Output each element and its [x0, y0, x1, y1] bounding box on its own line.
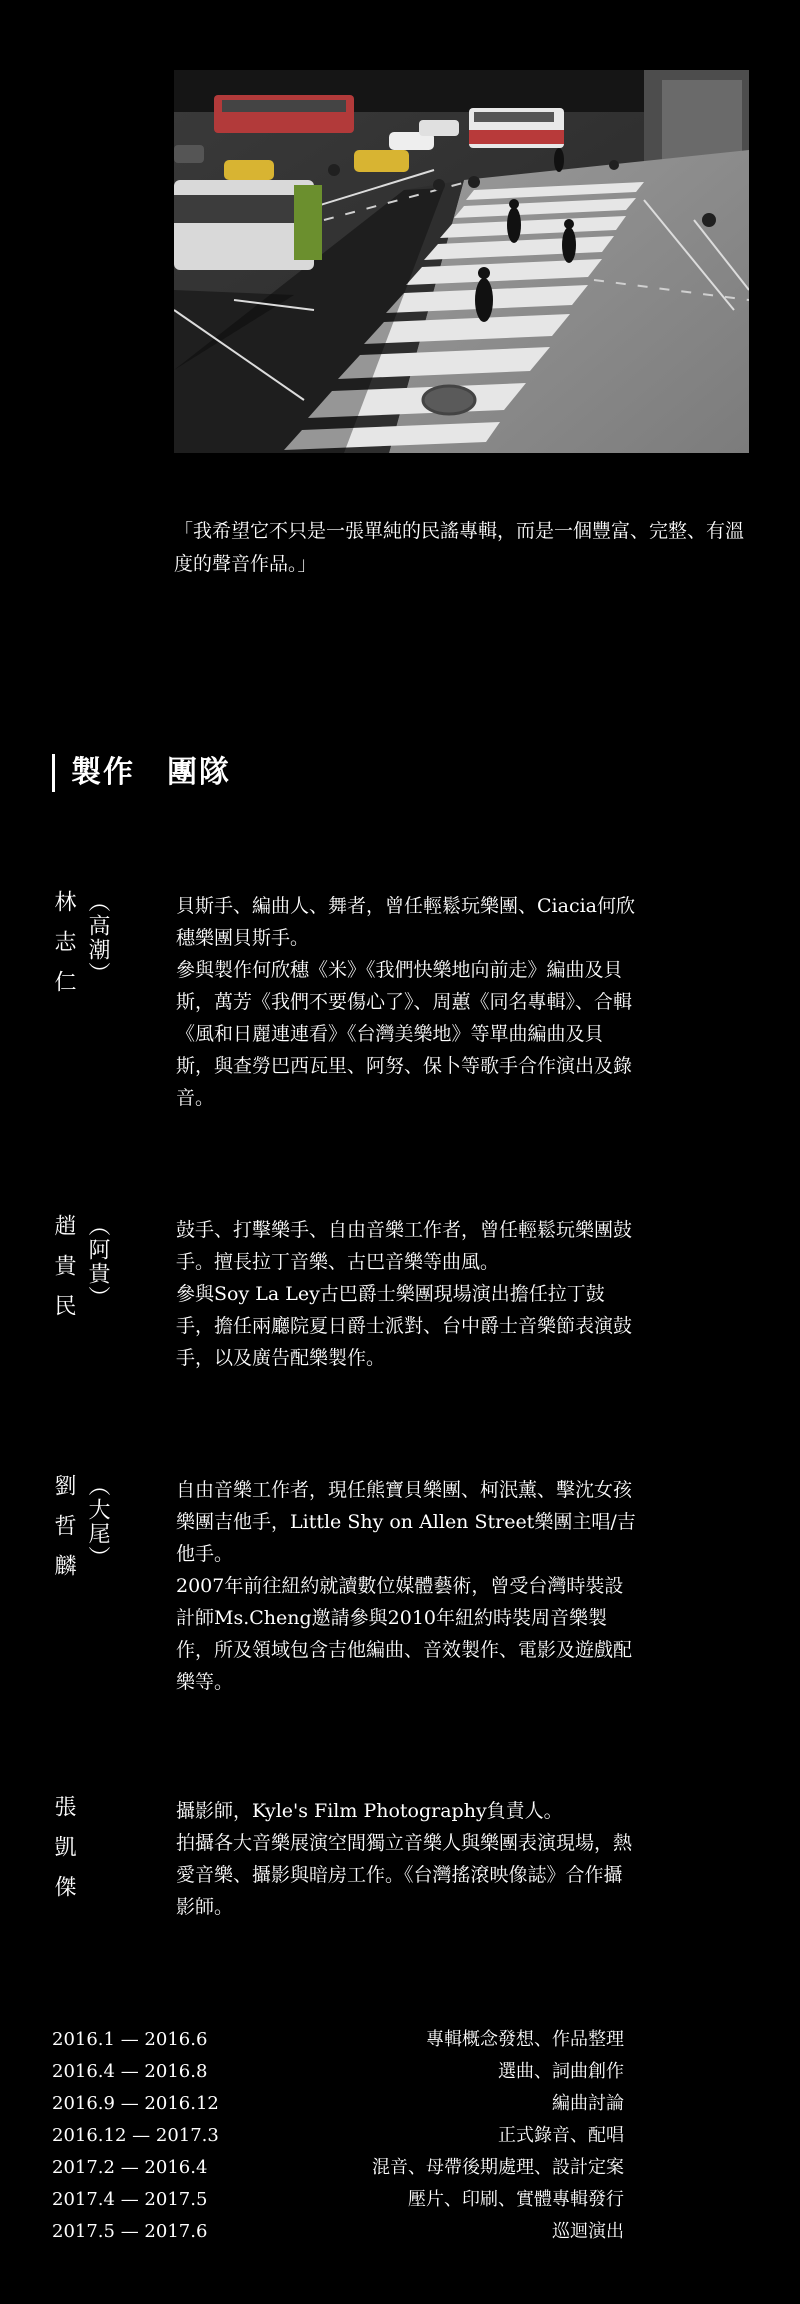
timeline-task: 巡迴演出 — [552, 2221, 624, 2242]
timeline-task: 編曲討論 — [552, 2093, 624, 2114]
timeline-date: 2017.2 — 2016.4 — [52, 2157, 208, 2178]
section-title: 製作 團隊 — [52, 754, 231, 792]
timeline-date: 2017.5 — 2017.6 — [52, 2221, 208, 2242]
timeline-date: 2017.4 — 2017.5 — [52, 2189, 208, 2210]
member-bio — [176, 1795, 636, 1923]
timeline-row — [52, 2184, 624, 2216]
timeline — [52, 2024, 624, 2248]
member-nickname: （阿貴） — [85, 1214, 110, 1310]
member-bio — [176, 1214, 636, 1374]
timeline-date: 2016.12 — 2017.3 — [52, 2125, 219, 2146]
timeline-row — [52, 2088, 624, 2120]
timeline-row — [52, 2152, 624, 2184]
member-nickname: （大尾） — [85, 1474, 110, 1570]
bio-paragraph: 自由音樂工作者，現任熊寶貝樂團、柯泯薰、擊沈女孩樂團吉他手，Little Shy on Allen Street樂團主唱/吉他手。 — [176, 1479, 636, 1565]
member-item — [50, 1474, 750, 1704]
member-item — [50, 890, 750, 1120]
member-name: 張凱傑 — [51, 1795, 76, 1915]
member-item — [50, 1795, 750, 1995]
timeline-date: 2016.1 — 2016.6 — [52, 2029, 208, 2050]
timeline-row — [52, 2120, 624, 2152]
bio-paragraph: 攝影師，Kyle's Film Photography負責人。 — [176, 1800, 563, 1822]
member-name: 劉哲麟 — [51, 1474, 76, 1594]
timeline-task: 專輯概念發想、作品整理 — [426, 2029, 624, 2050]
member-bio — [176, 1474, 636, 1698]
crosswalk-photo — [174, 70, 749, 453]
timeline-date: 2016.9 — 2016.12 — [52, 2093, 219, 2114]
timeline-row — [52, 2216, 624, 2248]
member-name: 林志仁 — [51, 890, 76, 1010]
bio-paragraph: 貝斯手、編曲人、舞者，曾任輕鬆玩樂團、Ciacia何欣穗樂團貝斯手。 — [176, 895, 635, 949]
member-bio — [176, 890, 636, 1114]
timeline-task: 壓片、印刷、實體專輯發行 — [408, 2189, 624, 2210]
timeline-task: 正式錄音、配唱 — [498, 2125, 624, 2146]
bio-paragraph: 鼓手、打擊樂手、自由音樂工作者，曾任輕鬆玩樂團鼓手。擅長拉丁音樂、古巴音樂等曲風。 — [176, 1219, 633, 1273]
timeline-row — [52, 2024, 624, 2056]
quote-text: 「我希望它不只是一張單純的民謠專輯，而是一個豐富、完整、有溫度的聲音作品。」 — [174, 520, 745, 575]
timeline-task: 選曲、詞曲創作 — [498, 2061, 624, 2082]
timeline-task: 混音、母帶後期處理、設計定案 — [372, 2157, 624, 2178]
member-nickname: （高潮） — [85, 890, 110, 986]
bio-paragraph: 參與製作何欣穗《米》《我們快樂地向前走》編曲及貝斯，萬芳《我們不要傷心了》、周蕙《同名專輯》、合輯《風和日麗連連看》《台灣美樂地》等單曲編曲及貝斯，與查勞巴西瓦里、阿努、保卜等歌手合作演出及錄音。 — [176, 959, 633, 1109]
bio-paragraph: 參與Soy La Ley古巴爵士樂團現場演出擔任拉丁鼓手，擔任兩廳院夏日爵士派對、台中爵士音樂節表演鼓手，以及廣告配樂製作。 — [176, 1283, 633, 1369]
bio-paragraph: 拍攝各大音樂展演空間獨立音樂人與樂團表演現場，熱愛音樂、攝影與暗房工作。《台灣搖滾映像誌》合作攝影師。 — [176, 1832, 633, 1918]
timeline-date: 2016.4 — 2016.8 — [52, 2061, 208, 2082]
member-item — [50, 1214, 750, 1414]
member-name: 趙貴民 — [51, 1214, 76, 1334]
bio-paragraph: 2007年前往紐約就讀數位媒體藝術，曾受台灣時裝設計師Ms.Cheng邀請參與2010年紐約時裝周音樂製作，所及領域包含吉他編曲、音效製作、電影及遊戲配樂等。 — [176, 1575, 633, 1693]
timeline-row — [52, 2056, 624, 2088]
